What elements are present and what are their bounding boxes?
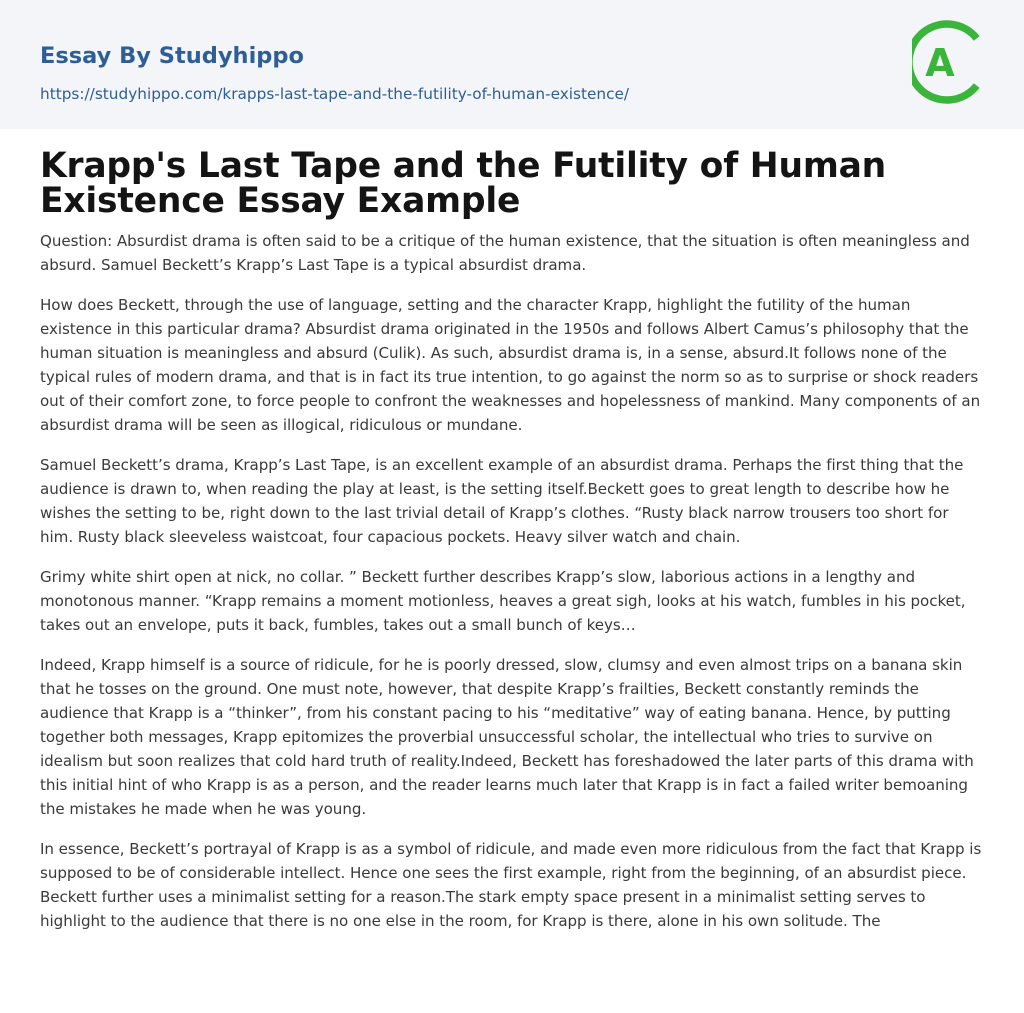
article-paragraph: How does Beckett, through the use of language, setting and the character Krapp, highlight the futility of the human existence in this particular drama? Absurdist drama originated in the 1950s and follows Albert Camus’s philosophy that the human situation is meaningless and absurd (Culik). As such, absurdist drama is, in a sense, absurd.It follows none of the typical rules of modern drama, and that is in fact its true intention, to go against the norm so as to surprise or shock readers out of their comfort zone, to force people to confront the weaknesses and hopelessness of mankind. Many components of an absurdist drama will be seen as illogical, ridiculous or mundane. <box>40 296 981 434</box>
site-header <box>0 0 1024 129</box>
article-paragraph: In essence, Beckett’s portrayal of Krapp is as a symbol of ridicule, and made even more ridiculous from the fact that Krapp is supposed to be of considerable intellect. Hence one sees the first example, right from the beginning, of an absurdist piece. Beckett further uses a minimalist setting for a reason.The stark empty space present in a minimalist setting serves to highlight to the audience that there is no one else in the room, for Krapp is there, alone in his own solitude. The <box>40 840 982 930</box>
article-paragraph: Question: Absurdist drama is often said to be a critique of the human existence, that the situation is often meaningless and absurd. Samuel Beckett’s Krapp’s Last Tape is a typical absurdist drama. <box>40 232 970 274</box>
article-paragraph: Indeed, Krapp himself is a source of ridicule, for he is poorly dressed, slow, clumsy and even almost trips on a banana skin that he tosses on the ground. One must note, however, that despite Krapp’s frailties, Beckett constantly reminds the audience that Krapp is a “thinker”, from his constant pacing to his “meditative” way of eating banana. Hence, by putting together both messages, Krapp epitomizes the proverbial unsuccessful scholar, the intellectual who tries to survive on idealism but soon realizes that cold hard truth of reality.Indeed, Beckett has foreshadowed the later parts of this drama with this initial hint of who Krapp is as a person, and the reader learns much later that Krapp is in fact a failed writer bemoaning the mistakes he made when he was young. <box>40 656 974 818</box>
studyhippo-logo-icon[interactable] <box>912 18 986 106</box>
article-paragraph: Grimy white shirt open at nick, no collar. ” Beckett further describes Krapp’s slow, laborious actions in a lengthy and monotonous manner. “Krapp remains a moment motionless, heaves a great sigh, looks at his watch, fumbles in his pocket, takes out an envelope, puts it back, fumbles, takes out a small bunch of keys… <box>40 568 966 634</box>
source-url-link[interactable]: https://studyhippo.com/krapps-last-tape-and-the-futility-of-human-existence/ <box>40 85 630 103</box>
article-paragraph: Samuel Beckett’s drama, Krapp’s Last Tape, is an excellent example of an absurdist drama. Perhaps the first thing that the audience is drawn to, when reading the play at least, is the setting itself.Beckett goes to great length to describe how he wishes the setting to be, right down to the last trivial detail of Krapp’s clothes. “Rusty black narrow trousers too short for him. Rusty black sleeveless waistcoat, four capacious pockets. Heavy silver watch and chain. <box>40 456 964 546</box>
site-brand[interactable]: Essay By Studyhippo <box>40 43 304 69</box>
logo-letter: A <box>925 41 955 85</box>
article-body <box>0 146 1024 933</box>
article-title: Krapp's Last Tape and the Futility of Human Existence Essay Example <box>40 146 887 221</box>
